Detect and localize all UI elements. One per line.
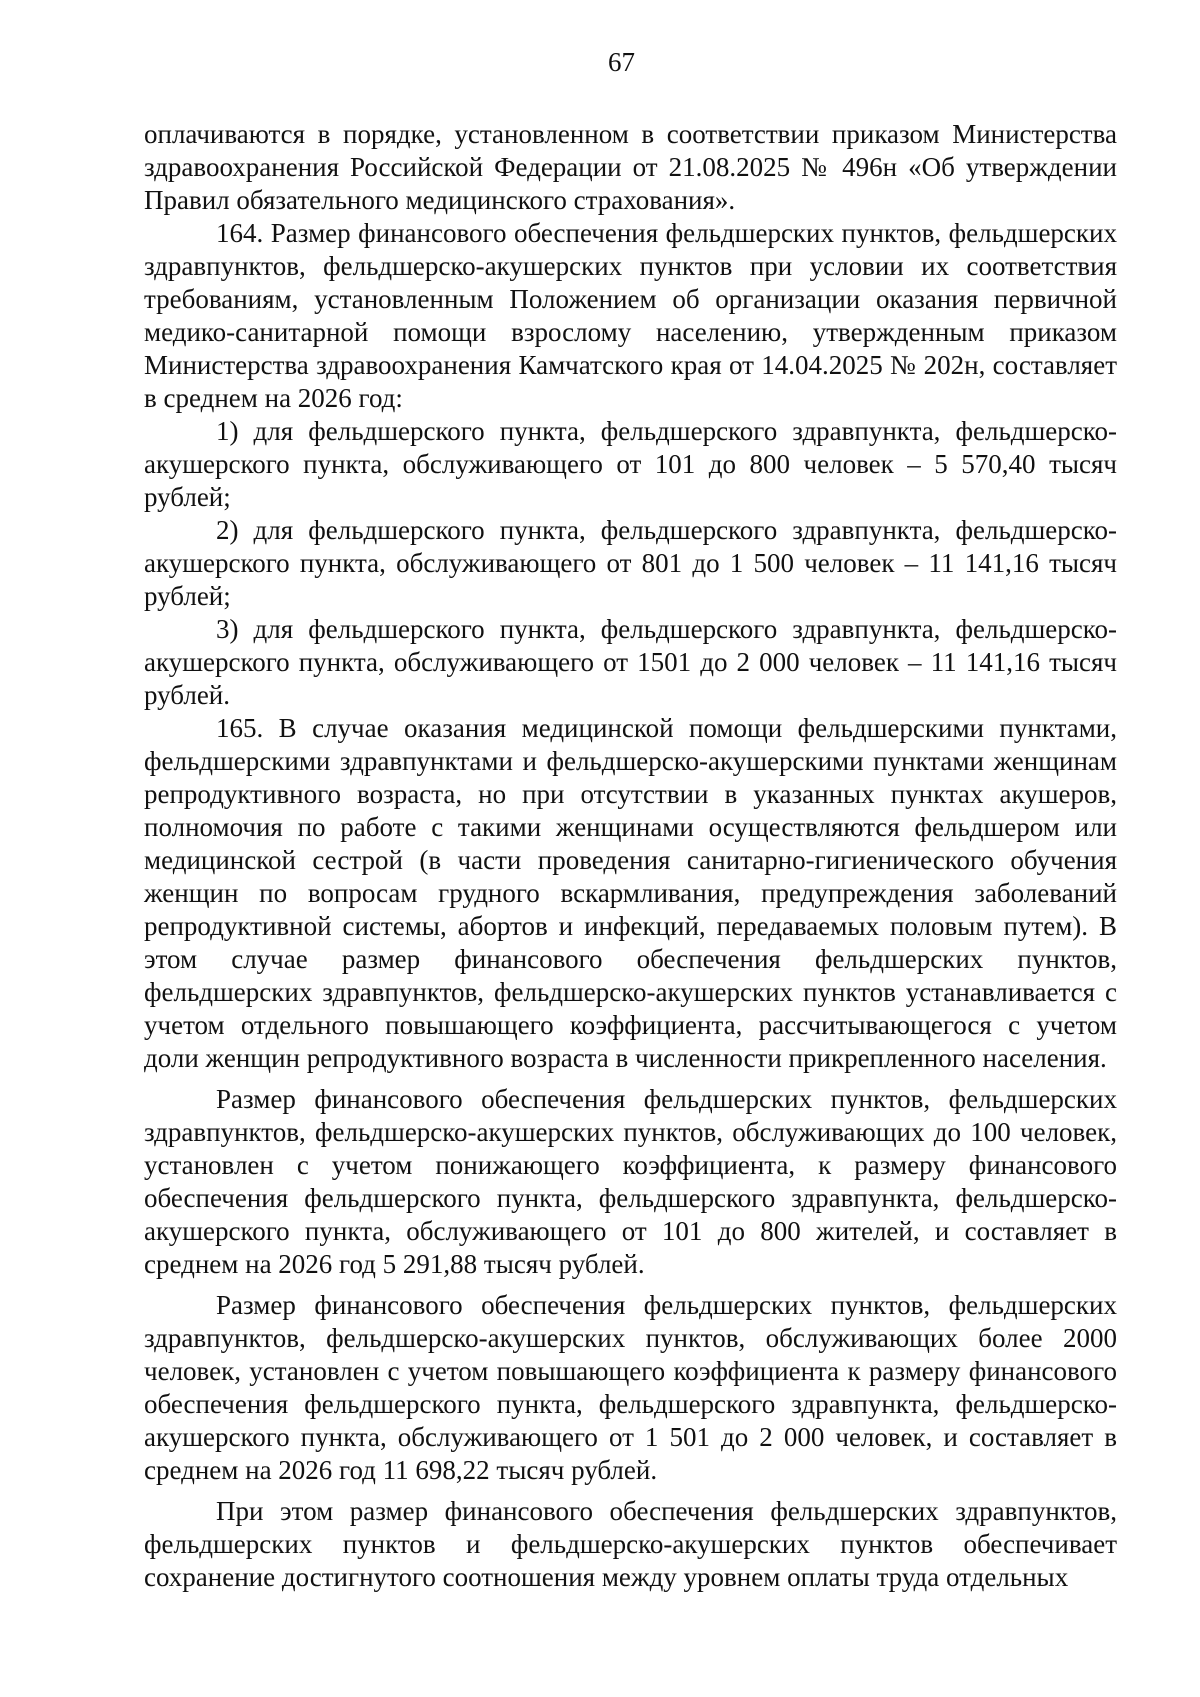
document-body <box>144 118 1117 1594</box>
paragraph-continuation: оплачиваются в порядке, установленном в соответствии приказом Министерства здравоохранения Российской Федерации от 21.08.2025 № 496н «Об утверждении Правил обязательного медицинского страхования». <box>144 119 1117 215</box>
paragraph-165: 165. В случае оказания медицинской помощи фельдшерскими пунктами, фельдшерскими здравпунктами и фельдшерско-акушерскими пунктами женщинам репродуктивного возраста, но при отсутствии в указанных пунктах акушеров, полномочия по работе с такими женщинами осуществляются фельдшером или медицинской сестрой (в части проведения санитарно-гигиенического обучения женщин по вопросам грудного вскармливания, предупреждения заболеваний репродуктивной системы, абортов и инфекций, передаваемых половым путем). В этом случае размер финансового обеспечения фельдшерских пунктов, фельдшерских здравпунктов, фельдшерско-акушерских пунктов устанавливается с учетом отдельного повышающего коэффициента, рассчитывающегося с учетом доли женщин репродуктивного возраста в численности прикрепленного населения. <box>144 713 1117 1073</box>
paragraph-164: 164. Размер финансового обеспечения фельдшерских пунктов, фельдшерских здравпунктов, фельдшерско-акушерских пунктов при условии их соответствия требованиям, установленным Положением об организации оказания первичной медико-санитарной помощи взрослому населению, утвержденным приказом Министерства здравоохранения Камчатского края от 14.04.2025 № 202н, составляет в среднем на 2026 год: <box>144 218 1117 413</box>
list-item-3: 3) для фельдшерского пункта, фельдшерского здравпункта, фельдшерско-акушерского пункта, обслуживающего от 1501 до 2 000 человек – 11 141,16 тысяч рублей. <box>144 614 1117 710</box>
list-item-1: 1) для фельдшерского пункта, фельдшерского здравпункта, фельдшерско-акушерского пункта, обслуживающего от 101 до 800 человек – 5 570,40 тысяч рублей; <box>144 416 1117 512</box>
page-number: 67 <box>608 47 635 77</box>
paragraph-increased-coefficient: Размер финансового обеспечения фельдшерских пунктов, фельдшерских здравпунктов, фельдшерско-акушерских пунктов, обслуживающих более 2000 человек, установлен с учетом повышающего коэффициента к размеру финансового обеспечения фельдшерского пункта, фельдшерского здравпункта, фельдшерско-акушерского пункта, обслуживающего от 1 501 до 2 000 человек, и составляет в среднем на 2026 год 11 698,22 тысяч рублей. <box>144 1290 1117 1485</box>
paragraph-reduced-coefficient: Размер финансового обеспечения фельдшерских пунктов, фельдшерских здравпунктов, фельдшерско-акушерских пунктов, обслуживающих до 100 человек, установлен с учетом понижающего коэффициента, к размеру финансового обеспечения фельдшерского пункта, фельдшерского здравпункта, фельдшерско-акушерского пункта, обслуживающего от 101 до 800 жителей, и составляет в среднем на 2026 год 5 291,88 тысяч рублей. <box>144 1084 1117 1279</box>
paragraph-salary-ratio: При этом размер финансового обеспечения фельдшерских здравпунктов, фельдшерских пунктов и фельдшерско-акушерских пунктов обеспечивает сохранение достигнутого соотношения между уровнем оплаты труда отдельных <box>144 1496 1117 1592</box>
list-item-2: 2) для фельдшерского пункта, фельдшерского здравпункта, фельдшерско-акушерского пункта, обслуживающего от 801 до 1 500 человек – 11 141,16 тысяч рублей; <box>144 515 1117 611</box>
